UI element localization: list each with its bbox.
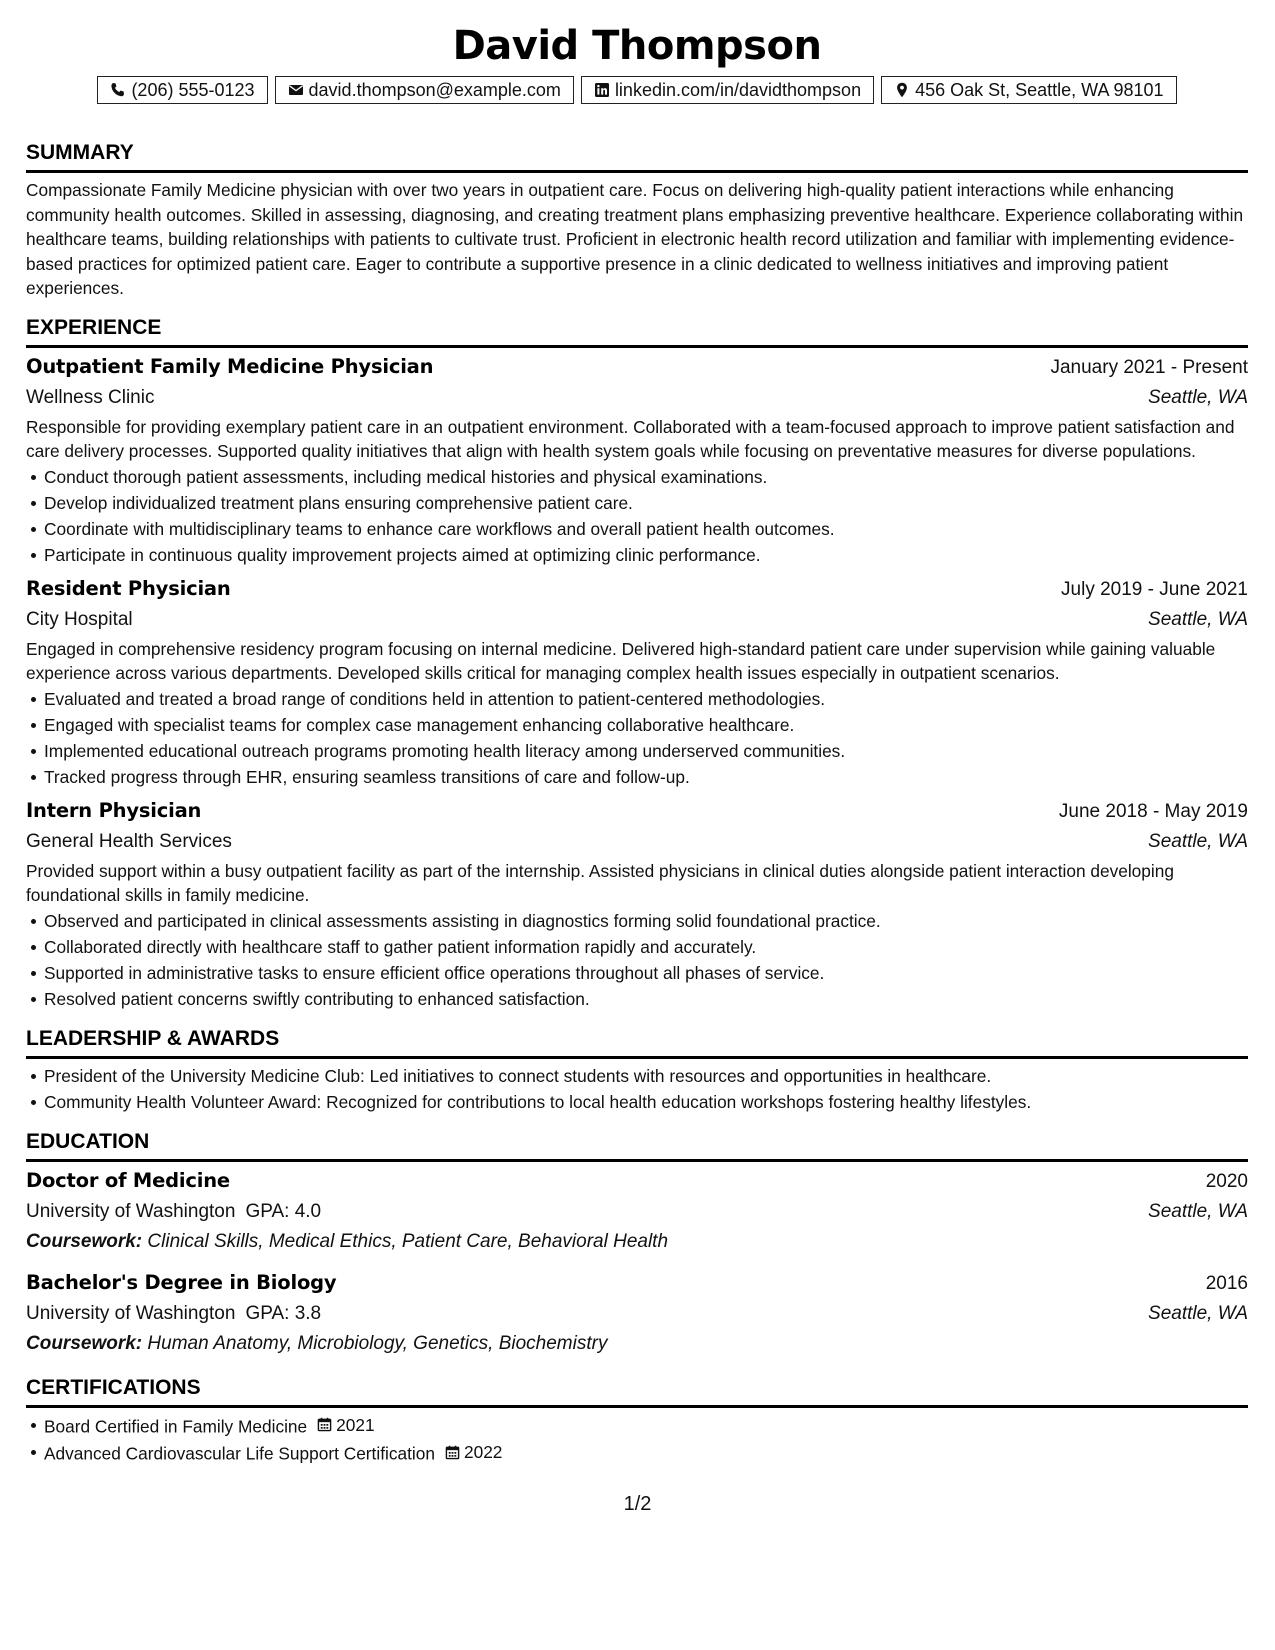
job-dates: June 2018 - May 2019 [1058, 800, 1248, 822]
calendar-icon [445, 1445, 460, 1460]
section-title-leadership: LEADERSHIP & AWARDS [26, 1026, 1248, 1059]
job-organization: General Health Services [26, 830, 232, 852]
section-title-experience: EXPERIENCE [26, 315, 1248, 348]
certification-year: 2021 [336, 1414, 375, 1435]
certification-year: 2022 [463, 1442, 503, 1462]
page-number: 1/2 [623, 1493, 652, 1515]
envelope-icon [288, 82, 304, 98]
job-bullets [26, 908, 1248, 1012]
linkedin-text: linkedin.com/in/davidthompson [614, 79, 862, 100]
school-name: University of Washington [26, 1200, 236, 1222]
degree-title: Doctor of Medicine [26, 1168, 230, 1192]
list-item: Participate in continuous quality improvement projects aimed at optimizing clinic performance. [44, 542, 1248, 568]
job-description: Responsible for providing exemplary patient care in an outpatient environment. Collaborated with a team-focused approach to improve patient satisfaction and care delivery processes. Supported quality initiatives that align with health system goals while focusing on preventative measures for diverse populations. [26, 416, 1235, 461]
coursework [26, 1227, 1248, 1257]
gpa: GPA: 4.0 [245, 1200, 322, 1222]
list-item [44, 1412, 1248, 1440]
section-title-certifications: CERTIFICATIONS [26, 1375, 1248, 1408]
section-title-summary: SUMMARY [26, 140, 1248, 173]
contact-address[interactable] [881, 76, 1176, 104]
job-bullets [26, 686, 1248, 790]
certifications-section [26, 1375, 1248, 1467]
list-item [44, 1439, 1248, 1467]
certification-name: Advanced Cardiovascular Life Support Certification [44, 1443, 435, 1464]
job-dates: July 2019 - June 2021 [1061, 578, 1248, 600]
list-item: Implemented educational outreach programs promoting health literacy among underserved communities. [44, 738, 1248, 764]
job-description: Provided support within a busy outpatient facility as part of the internship. Assisted physicians in clinical duties alongside patient interaction developing foundational skills in family medicine. [26, 860, 1174, 905]
education-section [26, 1129, 1248, 1359]
coursework-list: Clinical Skills, Medical Ethics, Patient Care, Behavioral Health [147, 1230, 669, 1252]
coursework [26, 1329, 1248, 1359]
degree-year: 2016 [1205, 1272, 1248, 1294]
list-item: President of the University Medicine Club: Led initiatives to connect students with resources and opportunities in healthcare. [44, 1063, 1248, 1089]
map-marker-icon [894, 82, 910, 98]
job-location: Seattle, WA [1148, 608, 1248, 630]
degree-year: 2020 [1205, 1170, 1248, 1192]
school-line [26, 1299, 321, 1329]
job-description: Engaged in comprehensive residency program focusing on internal medicine. Delivered high-standard patient care under supervision while gaining valuable experience across various departments. Developed skills critical for managing complex health issues especially in outpatient scenarios. [26, 638, 1216, 683]
leadership-list [26, 1063, 1248, 1115]
contact-email[interactable] [275, 76, 574, 104]
list-item: Evaluated and treated a broad range of conditions held in attention to patient-centered methodologies. [44, 686, 1248, 712]
list-item: Develop individualized treatment plans ensuring comprehensive patient care. [44, 490, 1248, 516]
list-item: Resolved patient concerns swiftly contributing to enhanced satisfaction. [44, 986, 1248, 1012]
summary-text: Compassionate Family Medicine physician with over two years in outpatient care. Focus on delivering high-quality patient interactions while enhancing community health outcomes. Skilled in assessing, diagnosing, and creating treatment plans emphasizing preventive healthcare. Experience collaborating within healthcare teams, building relationships with patients to cultivate trust. Proficient in electronic health record utilization and familiar with implementing evidence-based practices for optimized patient care. Eager to contribute a supportive presence in a clinic dedicated to wellness initiatives and improving patient experiences. [26, 180, 1244, 298]
calendar-icon [317, 1417, 332, 1432]
job-organization: Wellness Clinic [26, 386, 155, 408]
job-title: Intern Physician [26, 798, 202, 822]
list-item: Conduct thorough patient assessments, including medical histories and physical examinations. [44, 464, 1248, 490]
experience-section [26, 315, 1248, 1012]
certification-name: Board Certified in Family Medicine [44, 1416, 308, 1436]
degree-title: Bachelor's Degree in Biology [26, 1270, 337, 1294]
phone-text: (206) 555-0123 [131, 79, 255, 100]
job-bullets [26, 464, 1248, 568]
list-item: Engaged with specialist teams for complex case management enhancing collaborative healthcare. [44, 712, 1248, 738]
job-entry [26, 352, 1248, 568]
candidate-name: David Thompson [452, 23, 822, 69]
address-text: 456 Oak St, Seattle, WA 98101 [915, 79, 1164, 100]
school-location: Seattle, WA [1148, 1200, 1248, 1222]
list-item: Community Health Volunteer Award: Recognized for contributions to local health education workshops fostering healthy lifestyles. [44, 1089, 1248, 1115]
list-item: Collaborated directly with healthcare staff to gather patient information rapidly and accurately. [44, 934, 1248, 960]
linkedin-icon [594, 82, 610, 98]
school-line [26, 1197, 321, 1227]
email-text: david.thompson@example.com [308, 79, 561, 100]
job-entry [26, 574, 1248, 790]
job-entry [26, 796, 1248, 1012]
list-item: Tracked progress through EHR, ensuring seamless transitions of care and follow-up. [44, 764, 1248, 790]
certifications-list [26, 1412, 1248, 1467]
school-location: Seattle, WA [1148, 1302, 1248, 1324]
education-entry [26, 1166, 1248, 1257]
contact-phone[interactable] [97, 76, 267, 104]
school-name: University of Washington [26, 1302, 236, 1324]
coursework-label: Coursework: [26, 1230, 143, 1252]
job-organization: City Hospital [26, 608, 133, 630]
job-dates: January 2021 - Present [1050, 356, 1248, 378]
section-title-education: EDUCATION [26, 1129, 1248, 1162]
list-item: Supported in administrative tasks to ensure efficient office operations throughout all phases of service. [44, 960, 1248, 986]
job-title: Resident Physician [26, 576, 231, 600]
education-entry [26, 1268, 1248, 1359]
list-item: Observed and participated in clinical assessments assisting in diagnostics forming solid foundational practice. [44, 908, 1248, 934]
job-location: Seattle, WA [1148, 386, 1248, 408]
contact-linkedin[interactable] [581, 76, 874, 104]
job-title: Outpatient Family Medicine Physician [26, 354, 434, 378]
gpa: GPA: 3.8 [245, 1302, 322, 1324]
leadership-section [26, 1026, 1248, 1115]
summary-section [26, 140, 1248, 301]
coursework-list: Human Anatomy, Microbiology, Genetics, Biochemistry [147, 1332, 608, 1354]
job-location: Seattle, WA [1148, 830, 1248, 852]
coursework-label: Coursework: [26, 1332, 143, 1354]
contact-bar [26, 76, 1248, 104]
phone-icon [110, 82, 126, 98]
list-item: Coordinate with multidisciplinary teams to enhance care workflows and overall patient health outcomes. [44, 516, 1248, 542]
